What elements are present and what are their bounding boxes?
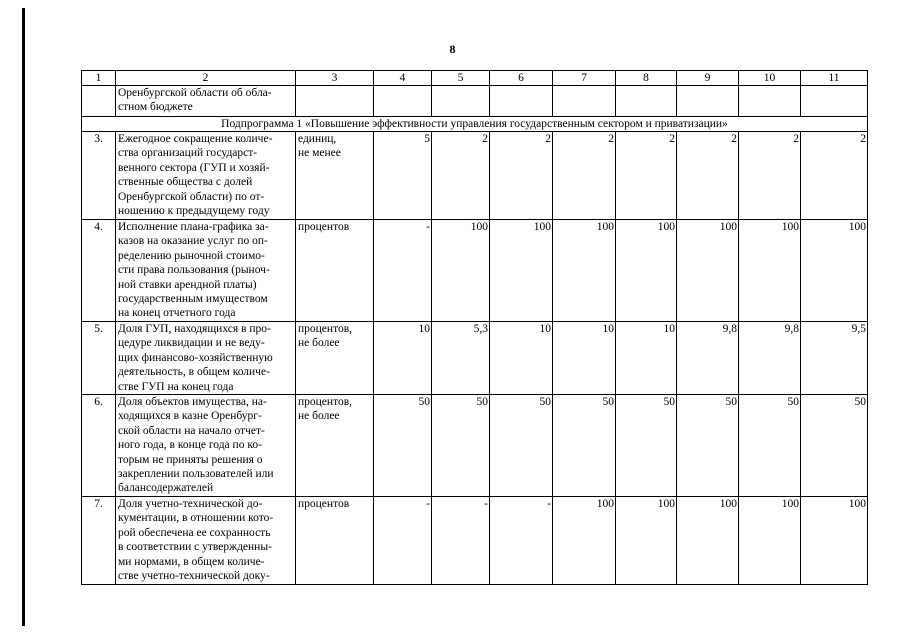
value-cell: 50 [490,395,553,497]
indicator-name: Оренбургской области об обла- стном бюджете [116,86,296,117]
value-cell: 100 [677,496,739,584]
subprogram-row [82,117,868,132]
indicator-name: Доля объектов имущества, на- ходящихся в казне Оренбург- ской области на начало отчет- ного года, в конце года по ко- торым не приняты решения о закреплении пользователей или балансодержателей [116,395,296,497]
value-cell: 2 [739,132,801,220]
column-header: 3 [296,71,374,86]
value-cell: - [374,496,432,584]
column-header: 2 [116,71,296,86]
column-header: 7 [553,71,616,86]
indicators-table [81,70,868,585]
value-cell: - [432,496,490,584]
unit-cell: процентов, не более [296,322,374,395]
column-header: 5 [432,71,490,86]
column-header: 6 [490,71,553,86]
unit-cell: процентов [296,496,374,584]
indicator-name: Доля ГУП, находящихся в про- цедуре ликвидации и не веду- щих финансово-хозяйственную деятельность, в общем количе- стве ГУП на конец года [116,322,296,395]
value-cell: 50 [616,395,677,497]
value-cell: 100 [739,220,801,322]
row-number: 5. [82,322,116,395]
indicator-name: Доля учетно-технической до- кументации, в отношении кото- рой обеспечена ее сохранность в соответствии с утвержденны- ми нормами, в общем количе- стве учетно-технической доку- [116,496,296,584]
value-cell: 50 [739,395,801,497]
value-cell: 2 [801,132,868,220]
value-cell: 2 [553,132,616,220]
value-cell: 9,8 [677,322,739,395]
unit-cell: единиц, не менее [296,132,374,220]
value-cell [801,86,868,117]
value-cell: 10 [374,322,432,395]
value-cell: 100 [739,496,801,584]
value-cell: 50 [553,395,616,497]
value-cell: 50 [801,395,868,497]
column-numbers-row [82,71,868,86]
unit-cell: процентов, не более [296,395,374,497]
value-cell: 9,5 [801,322,868,395]
value-cell: - [374,220,432,322]
column-header: 10 [739,71,801,86]
value-cell: 10 [616,322,677,395]
column-header: 4 [374,71,432,86]
value-cell: - [490,496,553,584]
row-number: 6. [82,395,116,497]
unit-cell: процентов [296,220,374,322]
value-cell: 2 [490,132,553,220]
value-cell: 100 [677,220,739,322]
value-cell [553,86,616,117]
column-header: 8 [616,71,677,86]
value-cell: 100 [801,220,868,322]
value-cell: 10 [490,322,553,395]
row-number [82,86,116,117]
row-number: 4. [82,220,116,322]
value-cell [677,86,739,117]
table-row [82,132,868,220]
page-number: 8 [449,42,456,56]
indicator-name: Исполнение плана-графика за- казов на оказание услуг по оп- ределению рыночной стоимо- сти права пользования (рыноч- ной ставки арендной платы) государственным имуществом на конец отчетного года [116,220,296,322]
value-cell [490,86,553,117]
row-number: 7. [82,496,116,584]
column-header: 1 [82,71,116,86]
value-cell: 5,3 [432,322,490,395]
value-cell: 100 [616,220,677,322]
table-row [82,496,868,584]
value-cell: 50 [374,395,432,497]
table-row-continuation [82,86,868,117]
value-cell: 100 [490,220,553,322]
value-cell: 100 [801,496,868,584]
value-cell: 10 [553,322,616,395]
value-cell: 2 [616,132,677,220]
unit-cell [296,86,374,117]
value-cell [616,86,677,117]
value-cell: 100 [553,220,616,322]
indicator-name: Ежегодное сокращение количе- ства организаций государст- венного сектора (ГУП и хозяй- ственные общества с долей Оренбургской области) по от- ношению к предыдущему году [116,132,296,220]
table-row [82,220,868,322]
value-cell [432,86,490,117]
row-number: 3. [82,132,116,220]
value-cell: 2 [677,132,739,220]
value-cell: 50 [677,395,739,497]
value-cell: 5 [374,132,432,220]
table-row [82,395,868,497]
value-cell [739,86,801,117]
table-row [82,322,868,395]
value-cell: 50 [432,395,490,497]
left-margin-line [22,8,25,626]
value-cell [374,86,432,117]
value-cell: 9,8 [739,322,801,395]
value-cell: 100 [553,496,616,584]
value-cell: 100 [432,220,490,322]
value-cell: 100 [616,496,677,584]
subprogram-title: Подпрограмма 1 «Повышение эффективности управления государственным сектором и приватизации» [82,117,868,132]
column-header: 11 [801,71,868,86]
column-header: 9 [677,71,739,86]
value-cell: 2 [432,132,490,220]
